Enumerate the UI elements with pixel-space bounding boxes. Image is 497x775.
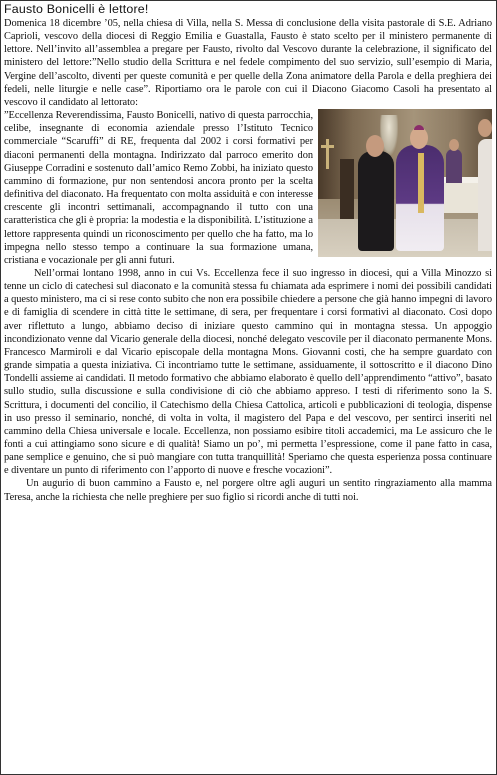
article-title: Fausto Bonicelli è lettore! xyxy=(4,2,149,16)
paragraph-intro: Domenica 18 dicembre ’05, nella chiesa di Villa, nella S. Messa di conclusione della visita pastorale di S.E. Adriano Caprioli, vescovo della diocesi di Reggio Emilia e Guastalla, Fausto è stato scelto per il ministero permanente di lettore. Nell’invito all’assemblea a pregare per Fausto, rivolto dal Vescovo durante la celebrazione, il significato del ministero del lettore:”Nello studio della Scrittura e nel fedele compimento del suo servizio, sull’esempio di Maria, Vergine dell’ascolto, diventi per queste comunità e per quelle della Zona animatore della Parola e della preghiera dei fedeli, nelle liturgie e nelle case”. Riportiamo ora le parole con cui il Diacono Giacomo Casoli ha presentato al vescovo il candidato al lettorato: xyxy=(4,18,492,108)
paragraph-closing: Un augurio di buon cammino a Fausto e, nel porgere oltre agli auguri un sentito ringraziamento alla mamma Teresa, anche la richiesta che nelle preghiere per suo figlio si ricordi anche di tutti noi. xyxy=(4,478,492,503)
article-body xyxy=(4,17,492,504)
paragraph-history: Nell’ormai lontano 1998, anno in cui Vs. Eccellenza fece il suo ingresso in diocesi, qui a Villa Minozzo si tenne un ciclo di catechesi sul diaconato e la comunità stessa fu chiamata ada esprimere i nomi dei possibili candidati a questo ministero, ma ci si rese conto subito che non era possibile chiedere a persone che già hanno impegni di lavoro e di famiglia di scendere in città titte le settimane, di sera, per frequentare i corsi formativi al diaconato. Così dopo aver riflettuto a lungo, abbiamo deciso di iniziare questo cammino qui in montagna stessa. Un appoggio incondizionato venne dal Vicario generale della diocesi, nonché delegato vescovile per il diaconato permanente Mons. Francesco Marmiroli e dal Vicario episcopale della montagna Mons. Giovanni costi, che ha sempre guardato con grande simpatia a questa iniziativa. Ci incontriamo tutte le settimane, assiduamente, il sottoscritto e il diacono Dino Tondelli assieme ai candidati. Il metodo formativo che abbiamo elaborato è quello dell’apprendimento “attivo”, basato sullo studio, sulla discussione e sulla condivisione di ciò che abbiamo appreso. I testi di riferimento sono la S. Scrittura, i documenti del concilio, il Catechismo della Chiesa Cattolica, articoli e pubblicazioni di teologia, dispense in uso presso il seminario, nonché, di volta in volta, il magistero del Papa e del vescovo, per sentirci inseriti nel cammino della Chiesa universale e locale. Eccellenza, non possiamo esibire titoli accademici, ma Le assicuro che le fonti a cui attingiamo sono sicure e di qualità! Siamo un po’, mi permetta l’espressione, come il pane fatto in casa, pane semplice e genuino, che si può mangiare con tutta tranquillità! Speriamo che questa esperienza possa continuare e diventare un punto di riferimento con l’apporto di nuove e fresche vocazioni”. xyxy=(4,267,492,477)
ceremony-photo xyxy=(318,109,492,257)
paragraph-presentation: ”Eccellenza Reverendissima, Fausto Bonicelli, nativo di questa parrocchia, celibe, insegnante di economia aziendale presso l’Istituto Tecnico commerciale “Scaruffi” di RE, frequenta dal 2002 i corsi formativi per diaconi permanenti della montagna. Indirizzato dal parroco emerito don Giuseppe Corradini e sostenuto dall’amico Remo Zobbi, ha iniziato questo cammino di formazione, pur non sentendosi ancora pronto per la scelta definitiva del diaconato. Ha frequentato con molta assiduità e con interesse crescente gli incontri settimanali, accompagnando il tutto con una caratteristica che gli è propria: la modestia e la disponibilità. L’istituzione a lettore rappresenta quindi un riconoscimento per quello che ha fatto, ma lo impegna nello stesso tempo a continuare la sua formazione umana, cristiana e vocazionale per gli anni futuri. xyxy=(4,110,313,266)
